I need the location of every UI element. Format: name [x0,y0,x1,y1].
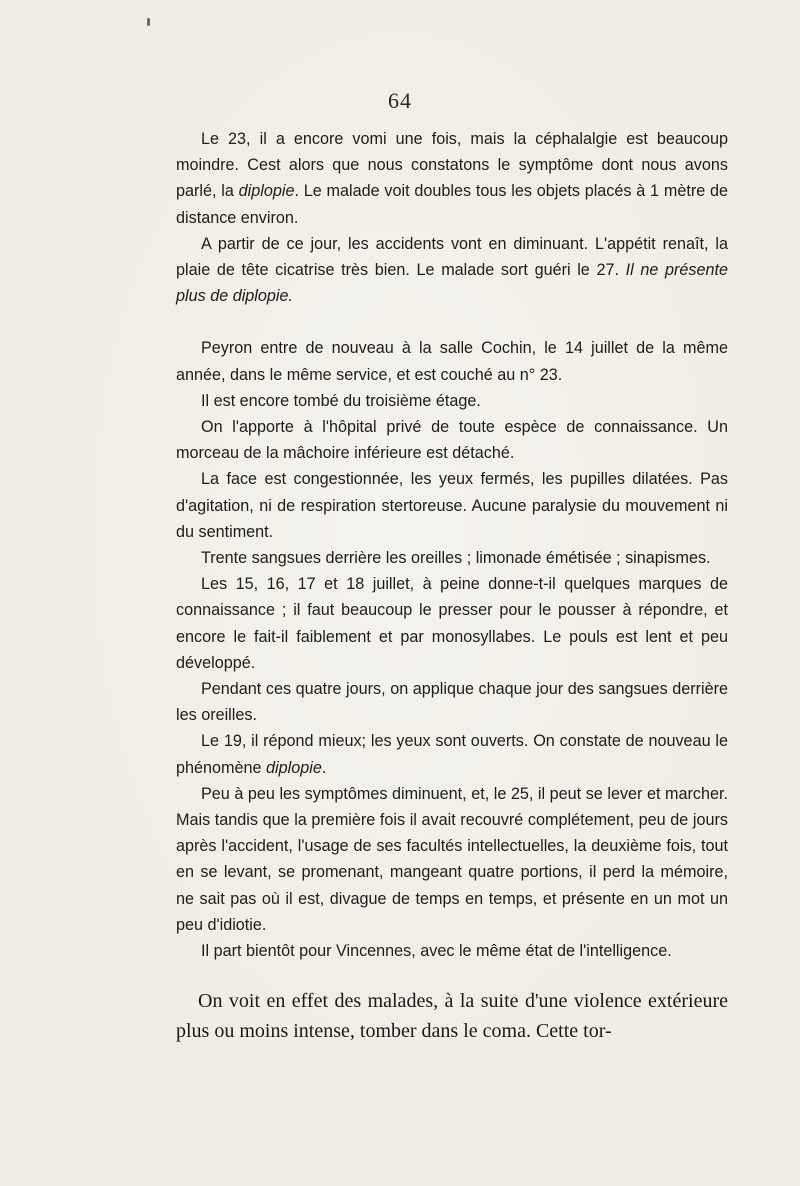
paragraph-1 [176,126,728,231]
paragraph-1-emphasis: diplopie [238,182,295,201]
paragraph-13: On voit en effet des malades, à la suite d'une violence extérieure plus ou moins intense, tomber dans le coma. Cette tor- [176,990,728,1043]
paragraph-1-text-end: . Le malade voit doubles tous les objets placés à 1 mètre de distance environ. [176,182,728,227]
paragraph-4: Il est encore tombé du troisième étage. [201,391,481,410]
paragraph-8: Les 15, 16, 17 et 18 juillet, à peine donne-t-il quelques marques de connaissance ; il faut beaucoup le presser pour le pousser à répondre, et encore le fait-il faiblement et par monosyllabes. Le pouls est lent et peu développé. [176,575,728,672]
paragraph-7: Trente sangsues derrière les oreilles ; limonade émétisée ; sinapismes. [201,549,711,568]
paragraph-1-text: Le 23, il a encore vomi une fois, mais la céphalalgie est beaucoup moindre. Cest alors que nous constatons le symptôme dont nous avons parlé, la [176,130,728,201]
paragraph-2 [176,231,728,310]
paragraph-12: Il part bientôt pour Vincennes, avec le même état de l'intelligence. [201,942,672,961]
paragraph-2-emphasis: Il ne présente plus de diplopie. [176,261,728,306]
page-number: 64 [388,88,412,113]
paragraph-2-text: A partir de ce jour, les accidents vont en diminuant. L'appétit renaît, la plaie de tête cicatrise très bien. Le malade sort guéri le 27. [176,234,728,280]
page-body [176,126,728,1046]
paragraph-10 [176,728,728,780]
paragraph-10-text-end: . [321,758,327,777]
page-mark [147,18,150,26]
paragraph-6: La face est congestionnée, les yeux fermés, les pupilles dilatées. Pas d'agitation, ni de respiration stertoreuse. Aucune paralysie du mouvement ni du sentiment. [176,470,728,541]
section-gap [176,309,728,335]
paragraph-3: Peyron entre de nouveau à la salle Cochin, le 14 juillet de la même année, dans le même service, et est couché au n° 23. [176,339,728,384]
paragraph-10-emphasis: diplopie [266,758,322,777]
paragraph-5: On l'apporte à l'hôpital privé de toute espèce de connaissance. Un morceau de la mâchoire inférieure est détaché. [176,418,728,463]
paragraph-10-text: Le 19, il répond mieux; les yeux sont ouverts. On constate de nouveau le phénomène [176,732,728,777]
paragraph-9: Pendant ces quatre jours, on applique chaque jour des sangsues derrière les oreilles. [176,680,728,725]
paragraph-11: Peu à peu les symptômes diminuent, et, le 25, il peut se lever et marcher. Mais tandis que la première fois il avait recouvré complétement, peu de jours après l'accident, l'usage de ses facultés intellectuelles, la deuxième fois, tout en se levant, se promenant, mangeant quatre portions, il perd la mémoire, ne sait pas où il est, divague de temps en temps, et présente en un mot un peu d'idiotie. [176,784,728,934]
